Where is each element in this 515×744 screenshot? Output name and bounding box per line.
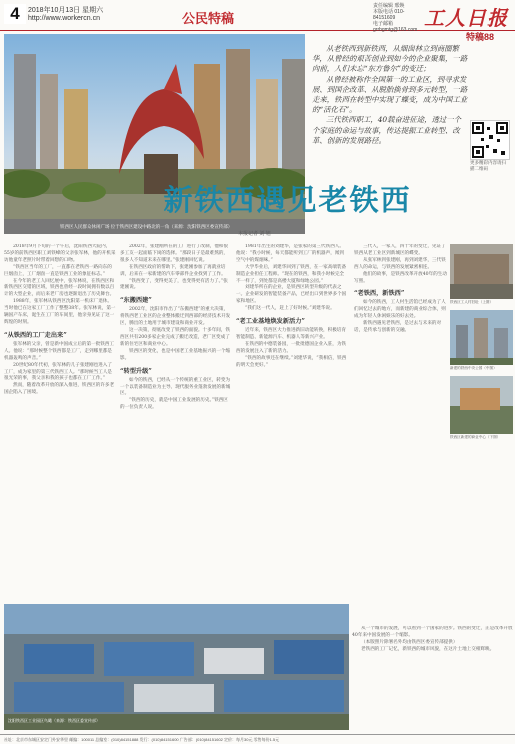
side-photo-caption: 新建的铁西中央公园（中图） bbox=[450, 366, 497, 370]
body-paragraph: 如今的铁西，已经从一个传统的重工业区，转变为一个以装备制造业为主导、现代服务业蓬勃发展的新城区。 bbox=[120, 377, 231, 397]
intro-paragraph: 从曾经被称作全国第一的工业区，到寻求发展、到国企改革、从脱胎换骨到多元转型，一路走来，铁西在转型中实现了蝶变，成为中国工业的“活化石”。 bbox=[312, 74, 468, 115]
intro-paragraph: 三代铁西职工，40载奋进征途，透过一个个家庭的命运与故事，传达提振工业转型、改革、创新的发展路径。 bbox=[312, 115, 462, 145]
body-paragraph: 他们的故事，是铁西改革开放40年的生动写照。 bbox=[354, 271, 447, 284]
subheading: “老铁西，新铁西” bbox=[354, 290, 405, 298]
editor-info: 责任编辑 邢焕 本版电话 010-84151609 电子邮箱 grrbgmtg@163.com bbox=[373, 3, 418, 33]
body-paragraph: 新铁西遇见老铁西，是过去与未来的对话，是传承与创新的交融。 bbox=[354, 321, 442, 334]
body-paragraph: 大学毕业后，刘建华回到了铁西，在一家高端装备制造企业担任工程师。“现在的铁西，和我小时候完全不一样了，到处都是高楼大厦和绿地公园。” bbox=[236, 264, 347, 284]
article-column-2 bbox=[120, 244, 232, 604]
industrial-park-photo bbox=[4, 604, 349, 730]
page-number: 4 bbox=[4, 4, 26, 24]
body-paragraph: 2002年，沈阳市作出了“东搬西建”的重大决策，将铁西老工业区的企业整体搬迁到西部的经济技术开发区，腾出的土地用于城市建设和商业开发。 bbox=[120, 307, 231, 327]
side-photo bbox=[450, 376, 513, 434]
article-column-3 bbox=[236, 244, 348, 604]
body-paragraph: 三代人，一家人，四十年的变迁，见证了铁西从老工业区到新城区的蝶变。 bbox=[354, 244, 446, 256]
body-paragraph: “铁西的历史，就是中国工业发展的历史。”铁西区的一位负责人说。 bbox=[120, 398, 228, 411]
photo-caption: 铁西区人民群众休闲广场 位于铁西区建设中路北的一角（来源：沈阳铁西区委宣传部） bbox=[60, 224, 233, 229]
article-column-5 bbox=[352, 626, 513, 728]
article-headline bbox=[0, 178, 515, 219]
side-photo-caption: 铁西区工人村旧址（上图） bbox=[450, 300, 494, 304]
body-paragraph: 这一决策，彻底改变了铁西的面貌。十多年间，铁西区共有200多家企业完成了搬迁改造，老厂区变成了新的住宅区和商业中心。 bbox=[120, 328, 231, 347]
body-paragraph: 2018年9月下旬的一个午后，沈阳铁西大院内，55岁的前铁西区职工刘铁峰的父亲张军林，他的开机采访他童年老照片时带着回想的口吻。 bbox=[4, 244, 116, 263]
subheading: “老工业基地焕发新活力” bbox=[236, 318, 305, 326]
body-paragraph: “我们这一代人，赶上了好时候。”刘建华说。 bbox=[245, 306, 335, 312]
body-paragraph: 铁西区的变化，也是中国老工业基地振兴的一个缩影。 bbox=[120, 348, 231, 361]
qr-code-icon[interactable] bbox=[470, 120, 510, 160]
body-paragraph: 1988年，张军林从铁西区沈阳第一机床厂退休。当时他已在这家工厂工作了整整38年。张军林说，第一辆国产车床，诞生在工厂的车间里，他亲身见证了这一辉煌的时刻。 bbox=[4, 299, 116, 325]
body-paragraph: 20世纪80年代初，张军林的儿子张建刚也进入了工厂，成为家里的第三代铁西工人。“那时候当工人是很光荣的事，我父亲和我的孩子也都在工厂工作。” bbox=[4, 362, 113, 382]
body-paragraph: 在铁西的中德装备园，一批批德国企业入驻，为铁西的发展注入了新的活力。 bbox=[236, 341, 347, 354]
issue-date: 2018年10月13日 星期六 bbox=[28, 7, 104, 14]
side-photo bbox=[450, 244, 513, 299]
subheading: “东搬西建” bbox=[120, 297, 152, 305]
article-column-1 bbox=[4, 244, 116, 604]
body-paragraph: 如今的铁西，工人村生活馆已经成为了人们回忆过去的地方，而新建的商业综合体，则成为年轻人休闲娱乐的好去处。 bbox=[354, 300, 446, 320]
body-paragraph: 1981年出生的刘建华，是张家的第三代铁西人。他说：“我小时候，每天都能听到工厂的机器声，闻到空气中的煤烟味。” bbox=[236, 244, 345, 263]
body-paragraph: 2002年，张建刚所在的工厂进行了改制，他和很多工友一起面临下岗的选择。“那段日子是最难熬的，很多人不知道未来在哪里。”张建刚回忆说。 bbox=[120, 244, 229, 263]
side-photo-caption: 铁西区新建的商业中心（下图） bbox=[450, 435, 501, 439]
section-title: 公民特稿 bbox=[182, 11, 235, 26]
feature-mark: 特稿88 bbox=[466, 32, 495, 42]
body-paragraph: 在今年的老工人回忆展中，张军林说，在铁西区和新铁西区交错的区域，铁西也曾经一段时间拥有数以百计的大型企业，而后来老厂房也逐渐退出了历史舞台。 bbox=[4, 278, 115, 298]
body-paragraph: 刘建华所在的企业，是铁西区转型升级的代表之一。企业研发的智能装备产品，已经出口到世界多个国家和地区。 bbox=[236, 285, 347, 305]
body-paragraph: 然而，随着改革开放的深入推进，铁西区的许多老国企陷入了困境。 bbox=[4, 383, 115, 396]
body-paragraph: 从一个城市的发展，可以看到一个国家的进步。铁西的变迁，正是改革开放40年来中国发展的一个缩影。 bbox=[352, 626, 513, 638]
body-paragraph: （本版照片除署名外均由铁西区委宣传部提供） bbox=[361, 639, 458, 645]
newspaper-logo: 工人日报 bbox=[424, 6, 508, 30]
body-paragraph: 老铁西的工厂记忆，新铁西的城市风貌，在这片土地上交相辉映。 bbox=[361, 646, 495, 652]
qr-label: 更多精彩内容请扫描二维码 bbox=[470, 160, 506, 171]
headline-text: 新铁西遇见老铁西 bbox=[163, 183, 412, 217]
body-paragraph: 张军林的父亲，曾是新中国成立后的第一批铁西工人。他说：“那时候整个铁西都是工厂，走到哪里都是机器轰鸣的声音。” bbox=[4, 341, 115, 361]
body-paragraph: 近年来，铁西区大力推进新旧动能转换，积极培育智能制造、新能源汽车、机器人等新兴产业。 bbox=[236, 328, 347, 340]
subheading: “转型升级” bbox=[120, 367, 152, 375]
lead-intro bbox=[312, 44, 468, 146]
body-paragraph: “铁西的故事还在继续。”刘建华说，“我相信，铁西的明天会更好。” bbox=[236, 355, 347, 368]
body-paragraph: “铁西变了，变得更美了，也变得更有活力了。”张建刚说。 bbox=[120, 278, 228, 291]
site-url[interactable]: http://www.workercn.cn bbox=[28, 15, 100, 22]
body-paragraph: “铁西区当年的工厂，一直都在老铁西一路向东的巨烟囱上，工厂烟囱一直是铁西工业的象征标志。” bbox=[4, 264, 112, 277]
side-photo bbox=[450, 310, 513, 365]
bottom-photo-caption: 沈阳铁西区工业园区鸟瞰（来源：铁西区委宣传部） bbox=[8, 718, 100, 723]
intro-paragraph: 从老铁西到新铁西，从烟囱林立到商圈繁华，从曾经的艰苦创业到如今的企业聚集，一路向前，人们未忘“东方鲁尔”的变迁； bbox=[312, 44, 468, 74]
article-column-4 bbox=[354, 244, 447, 624]
body-paragraph: 在铁西区政府的帮助下，张建刚参加了再就业培训，后来在一家新建的汽车零部件企业找到了工作。 bbox=[120, 264, 226, 277]
byline: 本报记者 刘 旭 bbox=[238, 231, 271, 237]
subheading: “从铁西的工厂走出来” bbox=[4, 331, 67, 339]
body-paragraph: 从张军林到张建刚，再到刘建华，三代铁西人的命运，与铁西的发展紧密相连。 bbox=[354, 257, 446, 270]
page-footer: 社址：北京市东城区安定门外安华里 邮编：100011 总编室：(010)84151888 发行：(010)84151600 广告部：(010)84151602 定价：每月30元 零售每份1.5元 bbox=[0, 734, 515, 744]
